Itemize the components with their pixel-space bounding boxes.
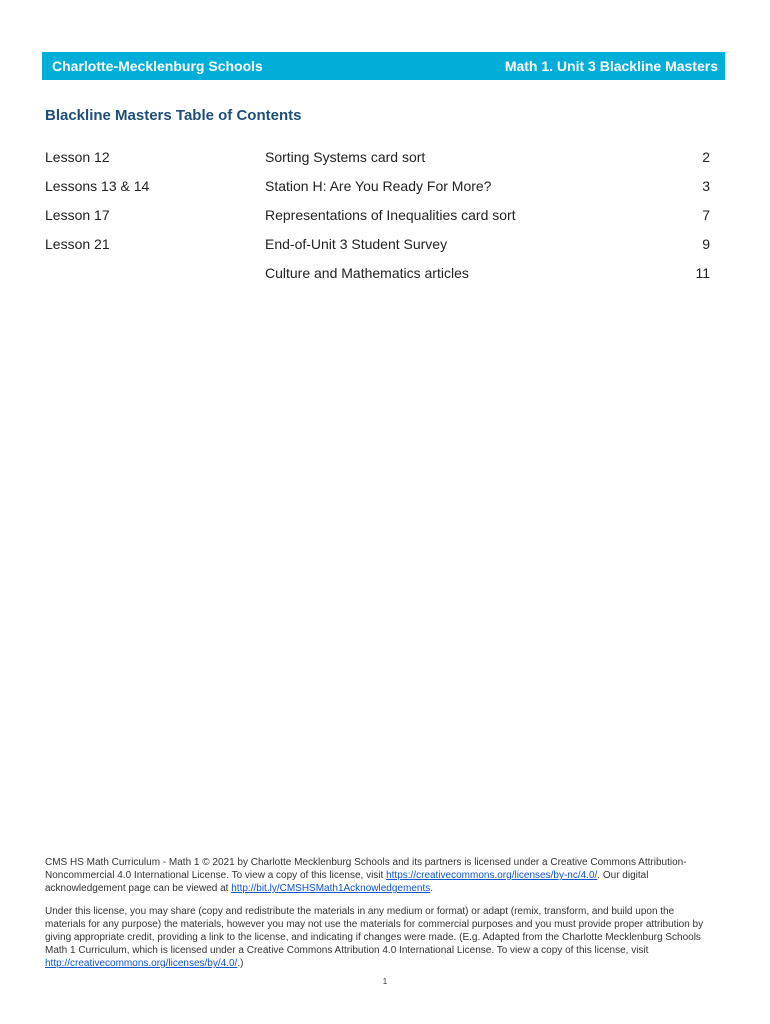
page-header	[42, 52, 725, 80]
toc-page: 9	[702, 236, 710, 252]
license-text: CMS HS Math Curriculum - Math 1 © 2021 by Charlotte Mecklenburg Schools and its partners is licensed under a Creative Commons Attribution-Noncommercial 4.0 International License. To view a copy of this license, visit	[45, 857, 687, 881]
toc-page: 2	[702, 149, 710, 165]
toc-item: Representations of Inequalities card sort	[265, 207, 516, 223]
page-number: 1	[382, 977, 388, 986]
toc-item: End-of-Unit 3 Student Survey	[265, 236, 448, 252]
toc-row	[45, 146, 710, 175]
toc-row	[45, 175, 710, 204]
toc-row	[45, 204, 710, 233]
header-unit-title: Math 1. Unit 3 Blackline Masters	[504, 58, 718, 74]
toc-lesson: Lesson 12	[45, 149, 110, 165]
toc-item: Sorting Systems card sort	[265, 149, 426, 165]
toc-page: 11	[695, 265, 710, 281]
toc-item: Culture and Mathematics articles	[265, 265, 469, 281]
license-footer	[45, 856, 710, 980]
usage-text: Under this license, you may share (copy and redistribute the materials in any medium or format) or adapt (remix, transform, and build upon the materials for any purpose) the materials, however you may not use the materials for commercial purposes and you must provide proper attribution by giving appropriate credit, providing a link to the license, and indicating if changes were made. (E.g. Adapted from the Charlotte Mecklenburg Schools Math 1 Curriculum, which is licensed under a Creative Commons Attribution 4.0 International License. To view a copy of this license, visit	[45, 906, 704, 956]
license-paragraph	[45, 856, 710, 895]
acknowledgements-link[interactable]: http://bit.ly/CMSHSMath1Acknowledgements	[231, 883, 431, 894]
cc-by-nc-link[interactable]: https://creativecommons.org/licenses/by-nc/4.0/	[386, 870, 598, 881]
usage-text: .)	[237, 958, 244, 969]
toc-item: Station H: Are You Ready For More?	[265, 178, 492, 194]
toc-lesson: Lesson 21	[45, 236, 110, 252]
page-title: Blackline Masters Table of Contents	[45, 107, 302, 124]
toc-lesson: Lessons 13 & 14	[45, 178, 150, 194]
license-text: .	[430, 883, 434, 894]
license-text: . Our digital acknowledgement page can be viewed at	[45, 870, 649, 894]
toc-page: 3	[702, 178, 710, 194]
table-of-contents	[45, 146, 710, 291]
toc-page: 7	[702, 207, 710, 223]
toc-row	[45, 262, 710, 291]
toc-lesson: Lesson 17	[45, 207, 110, 223]
cc-by-link[interactable]: http://creativecommons.org/licenses/by/4.0/	[45, 958, 238, 969]
usage-paragraph	[45, 905, 710, 970]
toc-row	[45, 233, 710, 262]
header-school-name: Charlotte-Mecklenburg Schools	[52, 58, 263, 74]
